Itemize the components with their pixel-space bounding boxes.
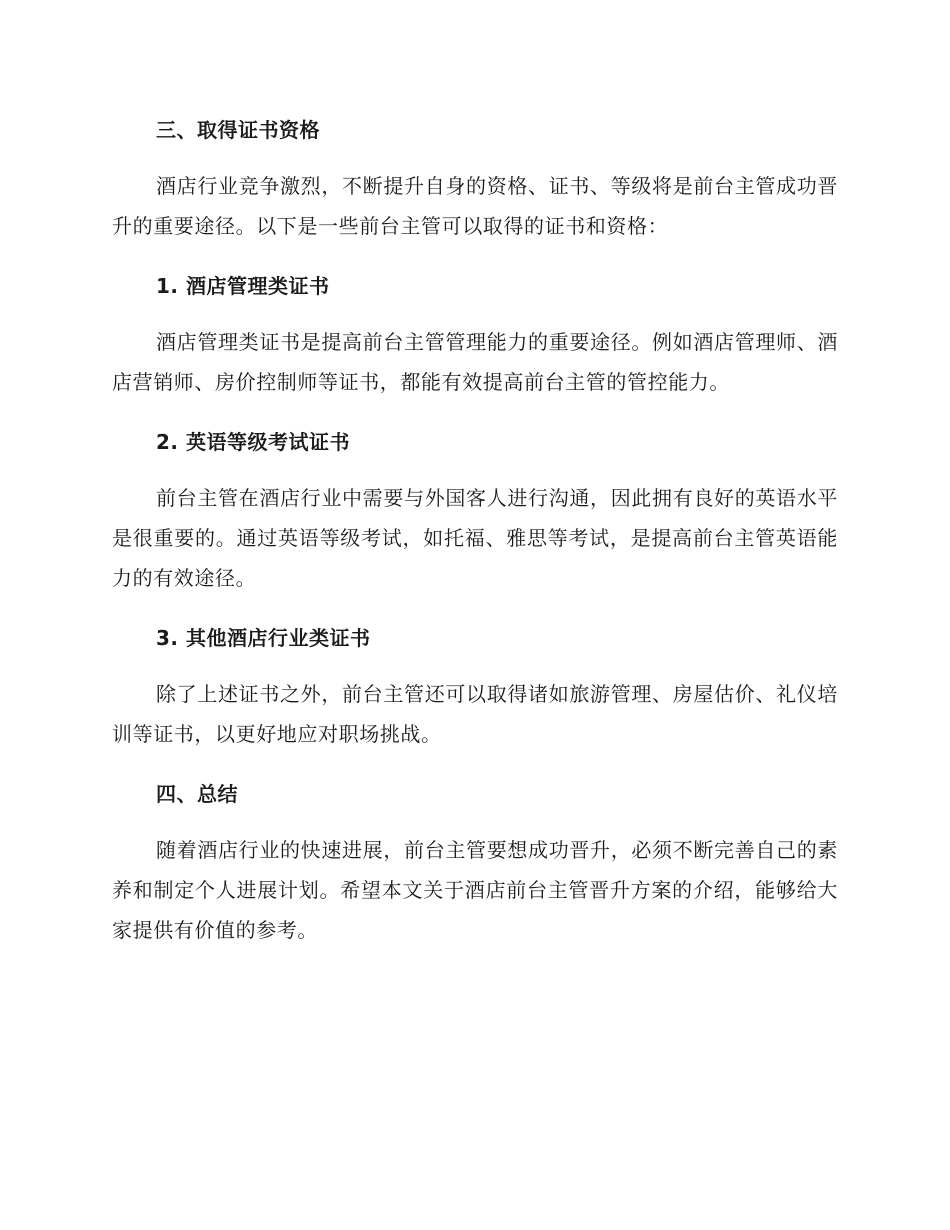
section-other-cert xyxy=(112,624,838,754)
section-heading: 四、总结 xyxy=(156,782,238,806)
section-heading: 3. 其他酒店行业类证书 xyxy=(156,626,371,650)
section-certificates xyxy=(112,116,838,246)
section-paragraph: 酒店管理类证书是提高前台主管管理能力的重要途径。例如酒店管理师、酒店营销师、房价控制师等证书，都能有效提高前台主管的管控能力。 xyxy=(112,330,838,394)
section-summary xyxy=(112,780,838,950)
section-english-cert xyxy=(112,428,838,598)
section-heading: 1. 酒店管理类证书 xyxy=(156,274,330,298)
section-paragraph: 前台主管在酒店行业中需要与外国客人进行沟通，因此拥有良好的英语水平是很重要的。通过英语等级考试，如托福、雅思等考试，是提高前台主管英语能力的有效途径。 xyxy=(112,486,838,590)
section-paragraph: 除了上述证书之外，前台主管还可以取得诸如旅游管理、房屋估价、礼仪培训等证书，以更好地应对职场挑战。 xyxy=(112,682,838,746)
section-paragraph: 随着酒店行业的快速进展，前台主管要想成功晋升，必须不断完善自己的素养和制定个人进展计划。希望本文关于酒店前台主管晋升方案的介绍，能够给大家提供有价值的参考。 xyxy=(112,838,838,942)
section-paragraph: 酒店行业竞争激烈，不断提升自身的资格、证书、等级将是前台主管成功晋升的重要途径。以下是一些前台主管可以取得的证书和资格： xyxy=(112,174,838,238)
section-heading: 2. 英语等级考试证书 xyxy=(156,430,350,454)
section-hotel-management-cert xyxy=(112,272,838,402)
section-heading: 三、取得证书资格 xyxy=(156,118,320,142)
